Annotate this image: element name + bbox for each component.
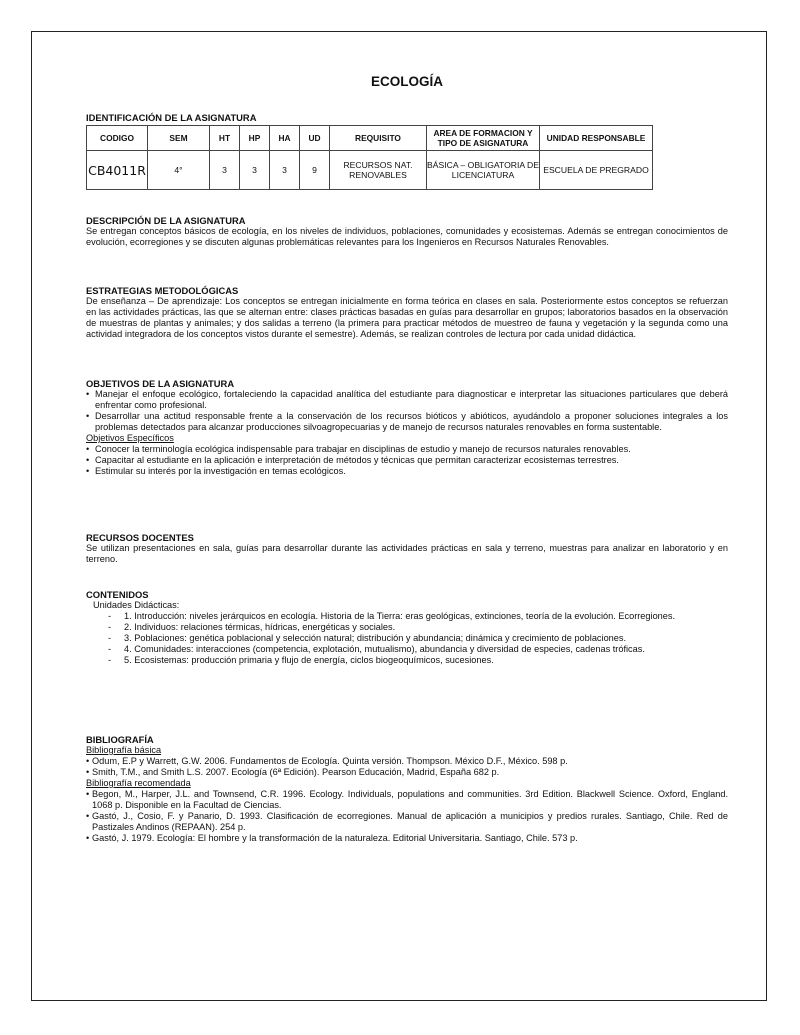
- table-row: [87, 151, 653, 190]
- header-ud: UD: [300, 126, 330, 151]
- page-title: ECOLOGÍA: [370, 74, 443, 89]
- header-ht: HT: [210, 126, 240, 151]
- header-sem: SEM: [148, 126, 210, 151]
- cell-area: BÁSICA – OBLIGATORIA DE LICENCIATURA: [427, 151, 540, 190]
- cell-ha: 3: [270, 151, 300, 190]
- cell-requisito: RECURSOS NAT. RENOVABLES: [330, 151, 427, 190]
- list-item: • Gastó, J., Cosio, F. y Panario, D. 1993. Clasificación de ecorregiones. Manual de aplicación a municipios y predios rurales. Santiago, Chile. Red de Pastizales Andinos (REPAAN). 254 p.: [86, 811, 728, 833]
- bibliografia-recomendada-label: Bibliografía recomendada: [86, 778, 191, 788]
- contenidos-label: Unidades Didácticas:: [93, 600, 180, 610]
- contenidos-list: [86, 611, 728, 666]
- table-header-row: [87, 126, 653, 151]
- descripcion-text: Se entregan conceptos básicos de ecología, en los niveles de individuos, poblaciones, comunidades y ecosistemas. Además se entregan conocimientos de evolución, ecorregiones y se discuten algunas problemáticas relevantes para los Ingenieros en Recursos Naturales Renovables.: [86, 226, 728, 247]
- list-item: - 3. Poblaciones: genética poblacional y selección natural; distribución y abundancia; dinámica y crecimiento de poblaciones.: [108, 633, 686, 644]
- descripcion-heading: DESCRIPCIÓN DE LA ASIGNATURA: [86, 215, 246, 226]
- recursos-text: Se utilizan presentaciones en sala, guías para desarrollar durante las actividades prácticas en sala y terreno, muestras para analizar en laboratorio y en terreno.: [86, 543, 728, 564]
- objetivos-generales-list: [86, 389, 728, 433]
- cell-unidad: ESCUELA DE PREGRADO: [540, 151, 653, 190]
- list-item: • Begon, M., Harper, J.L. and Townsend, C.R. 1996. Ecology. Individuals, populations and communities. 3rd Edition. Blackwell Science. Oxford, England. 1068 p. Disponible en la Facultad de Ciencias.: [86, 789, 728, 811]
- contenidos-section: [86, 589, 728, 666]
- identificacion-heading: IDENTIFICACIÓN DE LA ASIGNATURA: [86, 112, 257, 123]
- bibliografia-section: [86, 734, 728, 844]
- objetivos-section: [86, 378, 728, 477]
- list-item: • Estimular su interés por la investigación en temas ecológicos.: [86, 466, 728, 477]
- list-item: - 1. Introducción: niveles jerárquicos en ecología. Historia de la Tierra: eras geológicas, extinciones, teoría de la evolución. Ecorregiones.: [108, 611, 686, 622]
- header-requisito: REQUISITO: [330, 126, 427, 151]
- cell-ht: 3: [210, 151, 240, 190]
- objetivos-heading: OBJETIVOS DE LA ASIGNATURA: [86, 378, 235, 389]
- cell-sem: 4°: [148, 151, 210, 190]
- bibliografia-basica-label: Bibliografía básica: [86, 745, 162, 755]
- recursos-heading: RECURSOS DOCENTES: [86, 532, 194, 543]
- cell-hp: 3: [240, 151, 270, 190]
- list-item: - 4. Comunidades: interacciones (competencia, explotación, mutualismo), abundancia y diversidad de especies, cadenas tróficas.: [108, 644, 686, 655]
- list-item: - 2. Individuos: relaciones térmicas, hídricas, energéticas y sociales.: [108, 622, 686, 633]
- bibliografia-recomendada-list: [86, 789, 728, 844]
- identificacion-table: [86, 125, 653, 190]
- descripcion-section: [86, 215, 728, 248]
- contenidos-heading: CONTENIDOS: [86, 589, 149, 600]
- estrategias-text: De enseñanza – De aprendizaje: Los conceptos se entregan inicialmente en forma teórica en clases en sala. Posteriormente estos conceptos se refuerzan en las actividades prácticas, las que se alternan entre: clases prácticas basadas en guías para desarrollar en grupos; laboratorios basados en la observación de muestras de plantas y animales; y dos salidas a terreno (la primera para practicar métodos de muestreo de fauna y vegetación y la segunda como una actividad integradora de los conceptos vistos durante el semestre). Además, se realizan controles de lectura por cada unidad didáctica.: [86, 296, 728, 339]
- recursos-section: [86, 532, 728, 565]
- header-hp: HP: [240, 126, 270, 151]
- list-item: • Manejar el enfoque ecológico, fortaleciendo la capacidad analítica del estudiante para diagnosticar e interpretar las situaciones particulares que deberá enfrentar como profesional.: [86, 389, 728, 411]
- list-item: • Desarrollar una actitud responsable frente a la conservación de los recursos bióticos y abióticos, ayudándolo a proponer soluciones integrales a los problemas detectados para alcanzar producciones silvoagropecuarias y de manejo de recursos naturales renovables en forma sustentable.: [86, 411, 728, 433]
- cell-codigo: CB4011R: [87, 151, 148, 190]
- header-ha: HA: [270, 126, 300, 151]
- estrategias-section: [86, 285, 728, 340]
- list-item: • Odum, E.P y Warrett, G.W. 2006. Fundamentos de Ecología. Quinta versión. Thompson. México D.F., México. 598 p.: [86, 756, 728, 767]
- list-item: • Gastó, J. 1979. Ecología: El hombre y la transformación de la naturaleza. Editorial Universitaria. Santiago, Chile. 573 p.: [86, 833, 728, 844]
- bibliografia-basica-list: [86, 756, 728, 778]
- cell-ud: 9: [300, 151, 330, 190]
- estrategias-heading: ESTRATEGIAS METODOLÓGICAS: [86, 285, 239, 296]
- bibliografia-heading: BIBLIOGRAFÍA: [86, 734, 154, 745]
- objetivos-especificos-label: Objetivos Específicos: [86, 433, 174, 443]
- list-item: • Smith, T.M., and Smith L.S. 2007. Ecología (6ª Edición). Pearson Educación, Madrid, España 682 p.: [86, 767, 728, 778]
- header-unidad: UNIDAD RESPONSABLE: [540, 126, 653, 151]
- objetivos-especificos-list: [86, 444, 728, 477]
- list-item: - 5. Ecosistemas: producción primaria y flujo de energía, ciclos biogeoquímicos, sucesiones.: [108, 655, 686, 666]
- list-item: • Capacitar al estudiante en la aplicación e interpretación de métodos y técnicas que permitan caracterizar ecosistemas terrestres.: [86, 455, 655, 466]
- list-item: • Conocer la terminología ecológica indispensable para trabajar en disciplinas de estudio y manejo de recursos naturales renovables.: [86, 444, 728, 455]
- header-area: AREA DE FORMACION Y TIPO DE ASIGNATURA: [427, 126, 540, 151]
- header-codigo: CODIGO: [87, 126, 148, 151]
